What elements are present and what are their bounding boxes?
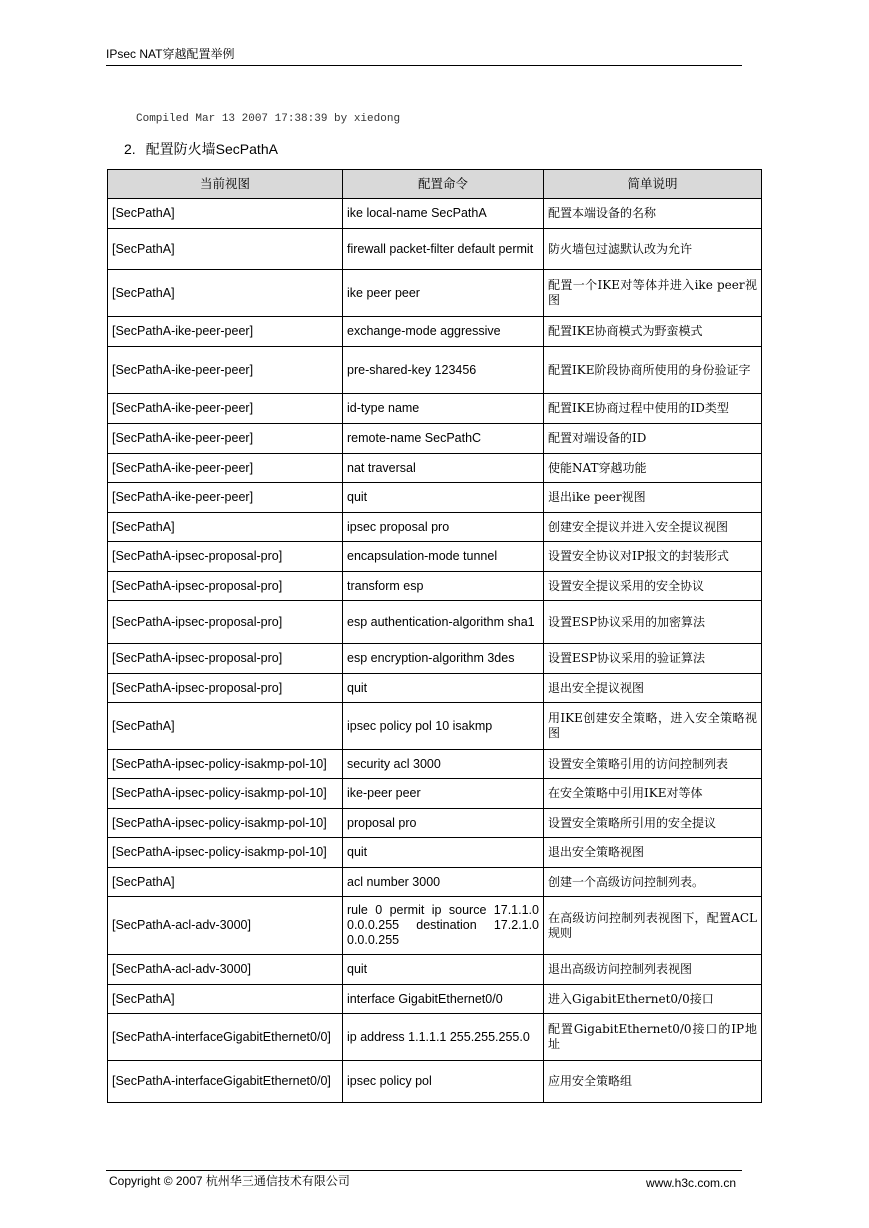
cell-description: 退出ike peer视图 — [544, 483, 762, 513]
cell-description: 退出安全策略视图 — [544, 838, 762, 868]
cell-description: 创建安全提议并进入安全提议视图 — [544, 513, 762, 542]
cell-view: [SecPathA] — [108, 513, 343, 542]
cell-command: ike-peer peer — [343, 779, 544, 809]
table-row — [108, 1014, 762, 1061]
cell-description: 配置一个IKE对等体并进入ike peer视图 — [544, 270, 762, 317]
cell-view: [SecPathA-ike-peer-peer] — [108, 394, 343, 424]
table-row — [108, 750, 762, 779]
header-config-command: 配置命令 — [343, 170, 544, 199]
cell-view: [SecPathA] — [108, 199, 343, 229]
cell-description: 配置GigabitEthernet0/0接口的IP地址 — [544, 1014, 762, 1061]
cell-view: [SecPathA-ike-peer-peer] — [108, 347, 343, 394]
table-row — [108, 674, 762, 703]
cell-command: exchange-mode aggressive — [343, 317, 544, 347]
cell-description: 使能NAT穿越功能 — [544, 454, 762, 483]
header-rule — [106, 65, 742, 66]
cell-view: [SecPathA-interfaceGigabitEthernet0/0] — [108, 1014, 343, 1061]
cell-command: quit — [343, 674, 544, 703]
cell-view: [SecPathA-ipsec-policy-isakmp-pol-10] — [108, 809, 343, 838]
table-row — [108, 424, 762, 454]
table-row — [108, 985, 762, 1014]
cell-description: 在安全策略中引用IKE对等体 — [544, 779, 762, 809]
table-row — [108, 199, 762, 229]
cell-view: [SecPathA] — [108, 270, 343, 317]
table-row — [108, 454, 762, 483]
cell-command: ipsec policy pol — [343, 1061, 544, 1103]
table-row — [108, 838, 762, 868]
cell-view: [SecPathA-ipsec-policy-isakmp-pol-10] — [108, 838, 343, 868]
cell-description: 进入GigabitEthernet0/0接口 — [544, 985, 762, 1014]
compiled-line: Compiled Mar 13 2007 17:38:39 by xiedong — [136, 113, 401, 125]
cell-command: rule 0 permit ip source 17.1.1.0 0.0.0.255 destination 17.2.1.0 0.0.0.255 — [343, 897, 544, 955]
cell-description: 设置安全协议对IP报文的封装形式 — [544, 542, 762, 572]
table-row — [108, 779, 762, 809]
footer-copyright: Copyright © 2007 杭州华三通信技术有限公司 — [109, 1174, 350, 1188]
cell-view: [SecPathA] — [108, 229, 343, 270]
cell-description: 配置对端设备的ID — [544, 424, 762, 454]
cell-view: [SecPathA-ipsec-proposal-pro] — [108, 572, 343, 601]
cell-description: 创建一个高级访问控制列表。 — [544, 868, 762, 897]
cell-view: [SecPathA-acl-adv-3000] — [108, 897, 343, 955]
cell-view: [SecPathA-interfaceGigabitEthernet0/0] — [108, 1061, 343, 1103]
cell-command: quit — [343, 955, 544, 985]
cell-command: interface GigabitEthernet0/0 — [343, 985, 544, 1014]
cell-command: acl number 3000 — [343, 868, 544, 897]
cell-description: 设置安全提议采用的安全协议 — [544, 572, 762, 601]
cell-view: [SecPathA-ipsec-proposal-pro] — [108, 601, 343, 644]
table-row — [108, 601, 762, 644]
table-row — [108, 542, 762, 572]
cell-view: [SecPathA-ike-peer-peer] — [108, 454, 343, 483]
cell-view: [SecPathA] — [108, 868, 343, 897]
cell-command: encapsulation-mode tunnel — [343, 542, 544, 572]
cell-view: [SecPathA-ipsec-policy-isakmp-pol-10] — [108, 779, 343, 809]
cell-command: nat traversal — [343, 454, 544, 483]
cell-view: [SecPathA] — [108, 703, 343, 750]
cell-description: 设置ESP协议采用的加密算法 — [544, 601, 762, 644]
config-table — [107, 169, 762, 1103]
cell-description: 退出高级访问控制列表视图 — [544, 955, 762, 985]
cell-command: ip address 1.1.1.1 255.255.255.0 — [343, 1014, 544, 1061]
cell-description: 设置ESP协议采用的验证算法 — [544, 644, 762, 674]
cell-view: [SecPathA-ipsec-proposal-pro] — [108, 542, 343, 572]
cell-command: proposal pro — [343, 809, 544, 838]
header-current-view: 当前视图 — [108, 170, 343, 199]
table-row — [108, 644, 762, 674]
cell-description: 设置安全策略引用的访问控制列表 — [544, 750, 762, 779]
cell-command: ipsec proposal pro — [343, 513, 544, 542]
cell-view: [SecPathA-ipsec-policy-isakmp-pol-10] — [108, 750, 343, 779]
cell-command: quit — [343, 838, 544, 868]
cell-view: [SecPathA-acl-adv-3000] — [108, 955, 343, 985]
cell-command: pre-shared-key 123456 — [343, 347, 544, 394]
cell-command: esp encryption-algorithm 3des — [343, 644, 544, 674]
table-row — [108, 270, 762, 317]
section-heading — [124, 140, 278, 158]
cell-command: esp authentication-algorithm sha1 — [343, 601, 544, 644]
cell-command: remote-name SecPathC — [343, 424, 544, 454]
cell-view: [SecPathA-ike-peer-peer] — [108, 317, 343, 347]
footer-website: www.h3c.com.cn — [645, 1176, 736, 1190]
cell-description: 在高级访问控制列表视图下，配置ACL规则 — [544, 897, 762, 955]
table-row — [108, 897, 762, 955]
cell-view: [SecPathA] — [108, 985, 343, 1014]
cell-view: [SecPathA-ipsec-proposal-pro] — [108, 674, 343, 703]
cell-view: [SecPathA-ike-peer-peer] — [108, 424, 343, 454]
cell-description: 配置IKE协商过程中使用的ID类型 — [544, 394, 762, 424]
cell-command: security acl 3000 — [343, 750, 544, 779]
table-row — [108, 572, 762, 601]
table-header-row — [108, 170, 762, 199]
cell-command: ike peer peer — [343, 270, 544, 317]
table-row — [108, 1061, 762, 1103]
table-row — [108, 868, 762, 897]
cell-view: [SecPathA-ike-peer-peer] — [108, 483, 343, 513]
table-row — [108, 394, 762, 424]
cell-description: 设置安全策略所引用的安全提议 — [544, 809, 762, 838]
cell-command: quit — [343, 483, 544, 513]
footer-rule — [106, 1170, 742, 1171]
table-row — [108, 809, 762, 838]
cell-description: 防火墙包过滤默认改为允许 — [544, 229, 762, 270]
cell-command: firewall packet-filter default permit — [343, 229, 544, 270]
table-row — [108, 317, 762, 347]
cell-description: 配置IKE协商模式为野蛮模式 — [544, 317, 762, 347]
cell-command: id-type name — [343, 394, 544, 424]
section-title: 配置防火墙SecPathA — [145, 141, 278, 157]
header-description: 简单说明 — [544, 170, 762, 199]
cell-description: 退出安全提议视图 — [544, 674, 762, 703]
cell-command: ike local-name SecPathA — [343, 199, 544, 229]
cell-description: 应用安全策略组 — [544, 1061, 762, 1103]
table-row — [108, 347, 762, 394]
cell-command: ipsec policy pol 10 isakmp — [343, 703, 544, 750]
cell-description: 配置IKE阶段协商所使用的身份验证字 — [544, 347, 762, 394]
header-title: IPsec NAT穿越配置举例 — [106, 47, 235, 61]
cell-view: [SecPathA-ipsec-proposal-pro] — [108, 644, 343, 674]
cell-description: 用IKE创建安全策略，进入安全策略视图 — [544, 703, 762, 750]
table-row — [108, 513, 762, 542]
table-row — [108, 955, 762, 985]
table-row — [108, 703, 762, 750]
section-number: 2. — [124, 141, 136, 157]
cell-description: 配置本端设备的名称 — [544, 199, 762, 229]
table-row — [108, 483, 762, 513]
cell-command: transform esp — [343, 572, 544, 601]
table-row — [108, 229, 762, 270]
